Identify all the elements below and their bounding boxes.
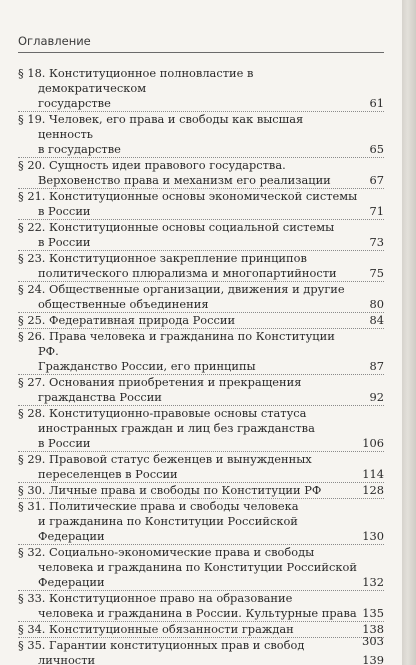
toc-entry-title: § 32. Социально-экономические права и свободы человека и гражданина по Конституции Российской Федерации (18, 545, 357, 589)
toc-entry-page: 132 (362, 575, 384, 589)
toc-entry (18, 281, 384, 312)
toc-entry-page: 67 (369, 173, 384, 187)
toc-entry (18, 637, 384, 665)
toc-entry-page: 71 (369, 204, 384, 218)
toc-entry (18, 188, 384, 219)
toc-entry (18, 482, 384, 498)
toc-entry-page: 106 (362, 436, 384, 450)
toc-entry-page: 128 (362, 483, 384, 497)
toc-entry (18, 621, 384, 637)
toc-entry-title: § 21. Конституционные основы экономической системы в России (18, 189, 358, 218)
toc-entry-title: § 27. Основания приобретения и прекращения гражданства России (18, 375, 302, 404)
toc-entry-page: 87 (369, 359, 384, 373)
toc-entry (18, 405, 384, 451)
toc-entry-page: 135 (362, 606, 384, 620)
toc-entry-title: § 24. Общественные организации, движения и другие общественные объединения (18, 282, 345, 311)
toc-entry (18, 250, 384, 281)
toc-entry-title: § 33. Конституционное право на образование человека и гражданина в России. Культурные права (18, 591, 357, 620)
toc-entry-page: 138 (362, 622, 384, 636)
toc-entry-page: 73 (369, 235, 384, 249)
toc-entry-page: 130 (362, 529, 384, 543)
toc-entry-title: § 31. Политические права и свободы человека и гражданина по Конституции Российской Федерации (18, 499, 299, 543)
toc-entry-title: § 30. Личные права и свободы по Конституции РФ (18, 483, 322, 497)
toc-entry-title: § 26. Права человека и гражданина по Конституции РФ. Гражданство России, его принципы (18, 329, 335, 373)
toc-entry-page: 80 (369, 297, 384, 311)
toc-entry (18, 111, 384, 157)
toc-entry (18, 312, 384, 328)
toc-entry (18, 328, 384, 374)
toc-entry-page: 84 (369, 313, 384, 327)
header-rule (18, 52, 384, 53)
toc-entry-title: § 20. Сущность идеи правового государства. Верховенство права и механизм его реализации (18, 158, 331, 187)
toc-entry (18, 498, 384, 544)
table-of-contents (18, 66, 384, 665)
running-header: Оглавление (18, 34, 91, 48)
toc-entry-page: 139 (362, 653, 384, 665)
toc-entry-title: § 22. Конституционные основы социальной системы в России (18, 220, 335, 249)
toc-entry-page: 92 (369, 390, 384, 404)
toc-entry-page: 65 (369, 142, 384, 156)
toc-entry-page: 75 (369, 266, 384, 280)
toc-entry-title: § 29. Правовой статус беженцев и вынужденных переселенцев в России (18, 452, 312, 481)
toc-entry-title: § 25. Федеративная природа России (18, 313, 236, 327)
toc-entry-title: § 19. Человек, его права и свободы как высшая ценность в государстве (18, 112, 304, 156)
book-page-edge (402, 0, 416, 665)
toc-entry-title: § 34. Конституционные обязанности граждан (18, 622, 294, 636)
toc-entry-page: 114 (362, 467, 384, 481)
toc-entry (18, 451, 384, 482)
toc-entry-page: 61 (369, 96, 384, 110)
toc-entry-title: § 18. Конституционное полновластие в демократическом государстве (18, 66, 254, 110)
toc-entry (18, 590, 384, 621)
toc-entry-title: § 28. Конституционно-правовые основы статуса иностранных граждан и лиц без гражданства в России (18, 406, 315, 450)
toc-entry (18, 66, 384, 111)
toc-entry-title: § 35. Гарантии конституционных прав и свобод личности (18, 638, 305, 665)
page-number: 303 (362, 634, 384, 648)
toc-entry (18, 374, 384, 405)
toc-entry-title: § 23. Конституционное закрепление принципов политического плюрализма и многопартийности (18, 251, 337, 280)
toc-entry (18, 544, 384, 590)
toc-entry (18, 157, 384, 188)
toc-entry (18, 219, 384, 250)
